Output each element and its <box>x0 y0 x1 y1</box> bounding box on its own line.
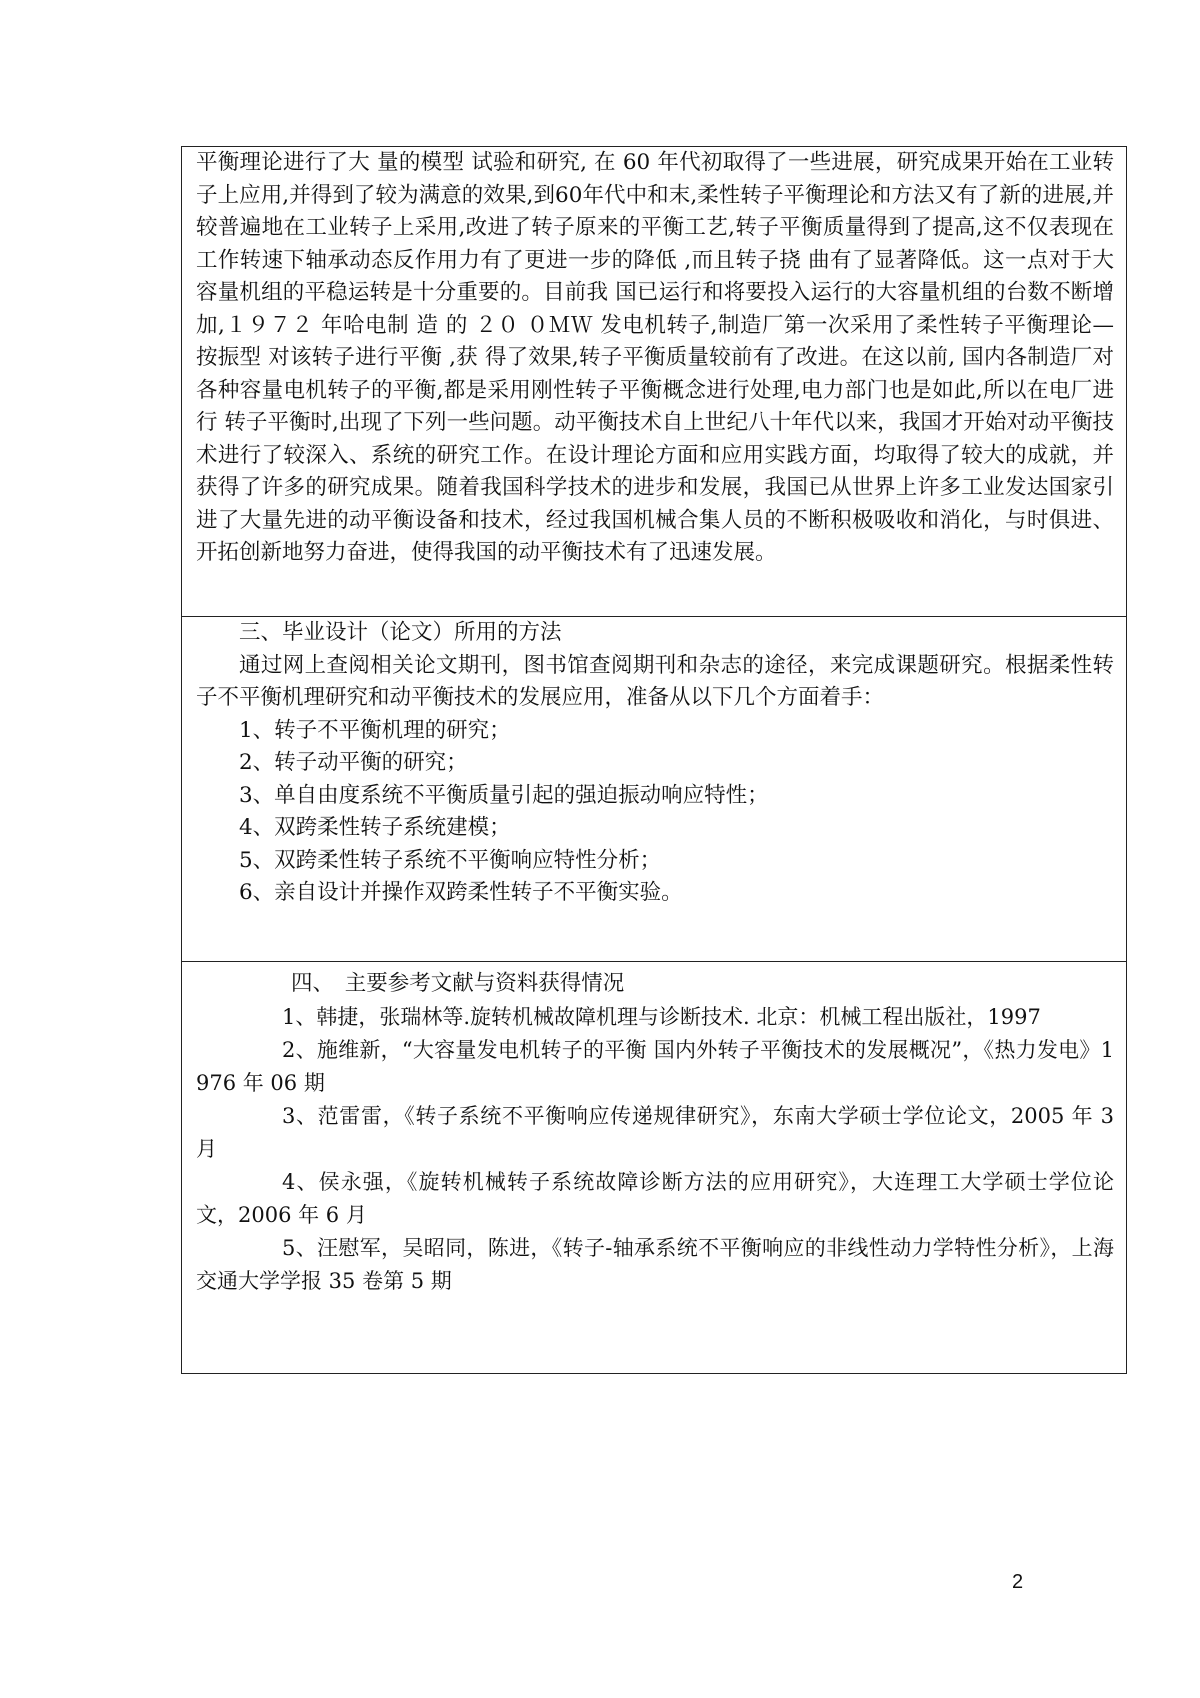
methods-section <box>182 617 1126 962</box>
method-item: 3、单自由度系统不平衡质量引起的强迫振动响应特性； <box>239 782 769 808</box>
reference-item: 4、侯永强，《旋转机械转子系统故障诊断方法的应用研究》，大连理工大学硕士学位论文，2006 年 6 月 <box>196 1169 1114 1227</box>
method-item: 2、转子动平衡的研究； <box>239 750 468 775</box>
proposal-form-table <box>181 146 1127 1374</box>
method-item: 1、转子不平衡机理的研究； <box>239 717 511 743</box>
background-paragraph: 平衡理论进行了大 量的模型 试验和研究, 在 60 年代初取得了一些进展，研究成果开始在工业转子上应用,并得到了较为满意的效果,到60年代中和末,柔性转子平衡理论和方法又有了新的进展,并较普遍地在工业转子上采用,改进了转子原来的平衡工艺,转子平衡质量得到了提高,这不仅表现在工作转速下轴承动态反作用力有了更进一步的降低 ,而且转子挠 曲有了显著降低。这一点对于大容量机组的平稳运转是十分重要的。目前我 国已运行和将要投入运行的大容量机组的台数不断增加,１９７２ 年哈电制 造 的 ２０ ０ＭＷ 发电机转子,制造厂第一次采用了柔性转子平衡理论— 按振型 对该转子进行平衡 ,获 得了效果,转子平衡质量较前有了改进。在这以前, 国内各制造厂对各种容量电机转子的平衡,都是采用刚性转子平衡概念进行处理,电力部门也是如此,所以在电厂进行 转子平衡时,出现了下列一些问题。动平衡技术自上世纪八十年代以来，我国才开始对动平衡技术进行了较深入、系统的研究工作。在设计理论方面和应用实践方面，均取得了较大的成就，并获得了许多的研究成果。随着我国科学技术的进步和发展，我国已从世界上许多工业发达国家引进了大量先进的动平衡设备和技术，经过我国机械合集人员的不断积极吸收和消化，与时俱进、开拓创新地努力奋进，使得我国的动平衡技术有了迅速发展。 <box>196 150 1114 565</box>
page-number: 2 <box>1012 1571 1024 1593</box>
methods-intro: 通过网上查阅相关论文期刊，图书馆查阅期刊和杂志的途径，来完成课题研究。根据柔性转子不平衡机理研究和动平衡技术的发展应用，准备从以下几个方面着手： <box>196 652 1114 710</box>
background-section <box>182 147 1126 617</box>
reference-item: 1、韩捷，张瑞林等.旋转机械故障机理与诊断技术. 北京：机械工程出版社，1997 <box>282 1004 1041 1029</box>
reference-item: 5、汪慰军，吴昭同，陈进，《转子-轴承系统不平衡响应的非线性动力学特性分析》，上海交通大学学报 35 卷第 5 期 <box>196 1235 1114 1293</box>
method-item: 6、亲自设计并操作双跨柔性转子不平衡实验。 <box>239 880 683 905</box>
reference-item: 2、施维新，“大容量发电机转子的平衡 国内外转子平衡技术的发展概况”，《热力发电》1976 年 06 期 <box>196 1037 1114 1095</box>
references-heading: 四、 主要参考文献与资料获得情况 <box>291 971 625 996</box>
references-section <box>182 962 1126 1373</box>
methods-heading: 三、毕业设计（论文）所用的方法 <box>239 620 562 645</box>
method-item: 4、双跨柔性转子系统建模； <box>239 815 511 840</box>
method-item: 5、双跨柔性转子系统不平衡响应特性分析； <box>239 847 662 873</box>
reference-item: 3、范雷雷，《转子系统不平衡响应传递规律研究》，东南大学硕士学位论文，2005 年 3 月 <box>196 1103 1114 1161</box>
